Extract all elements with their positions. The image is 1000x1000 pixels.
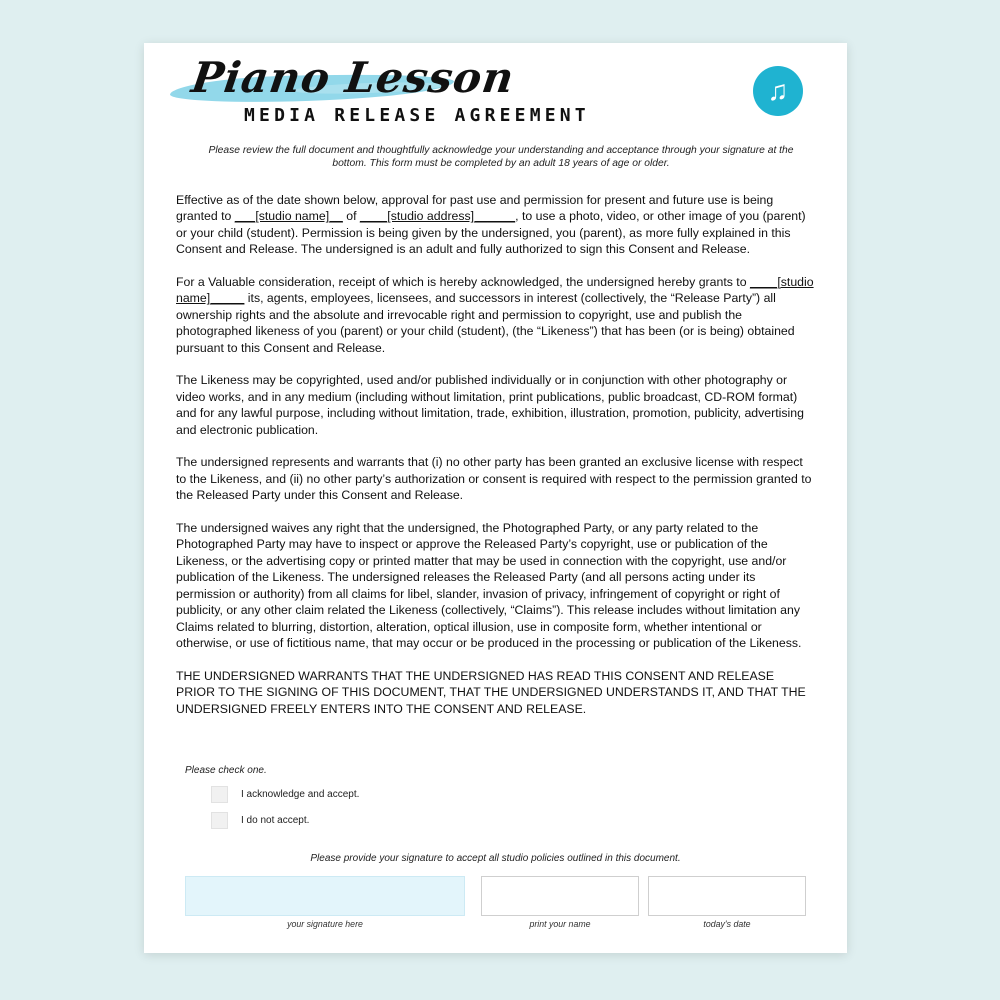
paragraph-2 [176, 274, 816, 356]
intro-instructions: Please review the full document and thoughtfully acknowledge your understanding and acceptance through your signature at the bottom. This form must be completed by an adult 18 years of age or older. [208, 145, 794, 169]
signature-caption: your signature here [287, 919, 363, 929]
date-caption: today's date [703, 919, 751, 929]
studio-name-blank-2: ____[studio name]_____ [176, 275, 814, 306]
decline-label: I do not accept. [241, 815, 310, 826]
p2-text-a: For a Valuable consideration, receipt of which is hereby acknowledged, the undersigned hereby grants to [176, 275, 750, 290]
print-name-field[interactable] [481, 876, 639, 916]
name-caption: print your name [529, 919, 591, 929]
paragraph-5: The undersigned waives any right that the undersigned, the Photographed Party, or any party related to the Photographed Party may have to inspect or approve the Released Party’s copyright, use or publication of the Likeness, or the advertising copy or printed matter that may be used in connection with the copyright, use and/or publication of the Likeness. The undersigned releases the Released Party (and all persons acting under its permission or authority) from all claims for libel, slander, invasion of privacy, infringement of copyright or right of publicity, or any other claim related the Likeness (collectively, “Claims”). This release includes without limitation any Claims related to blurring, distortion, alteration, optical illusion, use in composite form, whether intentional or otherwise, or use of fictitious name, that may occur or be produced in the processing or publication of the Likeness. [176, 521, 802, 650]
date-field[interactable] [648, 876, 806, 916]
studio-name-blank: ___[studio name]__ [234, 209, 343, 224]
document-page [144, 43, 847, 953]
signature-instruction: Please provide your signature to accept all studio policies outlined in this document. [310, 853, 681, 864]
p1-text-a: Effective as of the date shown below, approval for past use and permission for present and future use is being granted to [176, 193, 774, 224]
page-subtitle: MEDIA RELEASE AGREEMENT [244, 105, 590, 126]
accept-label: I acknowledge and accept. [241, 789, 360, 800]
paragraph-4: The undersigned represents and warrants that (i) no other party has been granted an exclusive license with respect to the Likeness, and (ii) no other party’s authorization or consent is required with respect to the permission granted to the Released Party under this Consent and Release. [176, 455, 812, 503]
p1-text-c: of [342, 209, 360, 224]
signature-field[interactable] [185, 876, 465, 916]
p1-text-e: , to use a photo, video, or other image of you (parent) or your child (student). Permission is being given by the undersigned, you (parent), as more fully explained in this Consent and Release. The undersigned is an adult and fully authorized to sign this Consent and Release. [176, 209, 806, 257]
music-note-icon: ♫ [753, 66, 803, 116]
check-prompt: Please check one. [185, 765, 267, 776]
accept-checkbox[interactable] [211, 786, 228, 803]
accept-option[interactable] [211, 786, 359, 803]
decline-option[interactable] [211, 812, 309, 829]
agreement-body [176, 192, 816, 733]
paragraph-3: The Likeness may be copyrighted, used and/or published individually or in conjunction with other photography or video works, and in any medium (including without limitation, print publications, public broadcast, CD-ROM format) and for any lawful purpose, including without limitation, trade, exhibition, illustration, promotion, publicity, advertising and electronic publication. [176, 373, 804, 437]
paragraph-6: THE UNDERSIGNED WARRANTS THAT THE UNDERSIGNED HAS READ THIS CONSENT AND RELEASE PRIOR TO THE SIGNING OF THIS DOCUMENT, THAT THE UNDERSIGNED UNDERSTANDS IT, AND THAT THE UNDERSIGNED FREELY ENTERS INTO THE CONSENT AND RELEASE. [176, 668, 806, 716]
paragraph-1 [176, 192, 816, 258]
decline-checkbox[interactable] [211, 812, 228, 829]
page-title: Piano Lesson [188, 53, 518, 102]
studio-address-blank: ____[studio address]______ [359, 209, 516, 224]
p2-text-c: its, agents, employees, licensees, and successors in interest (collectively, the “Release Party”) all ownership rights and the absolute and irrevocable right and permission to copyright, use and publish the photographed likeness of you (parent) or your child (student), (the “Likeness”) that has been (or is being) obtained pursuant to this Consent and Release. [176, 291, 795, 355]
